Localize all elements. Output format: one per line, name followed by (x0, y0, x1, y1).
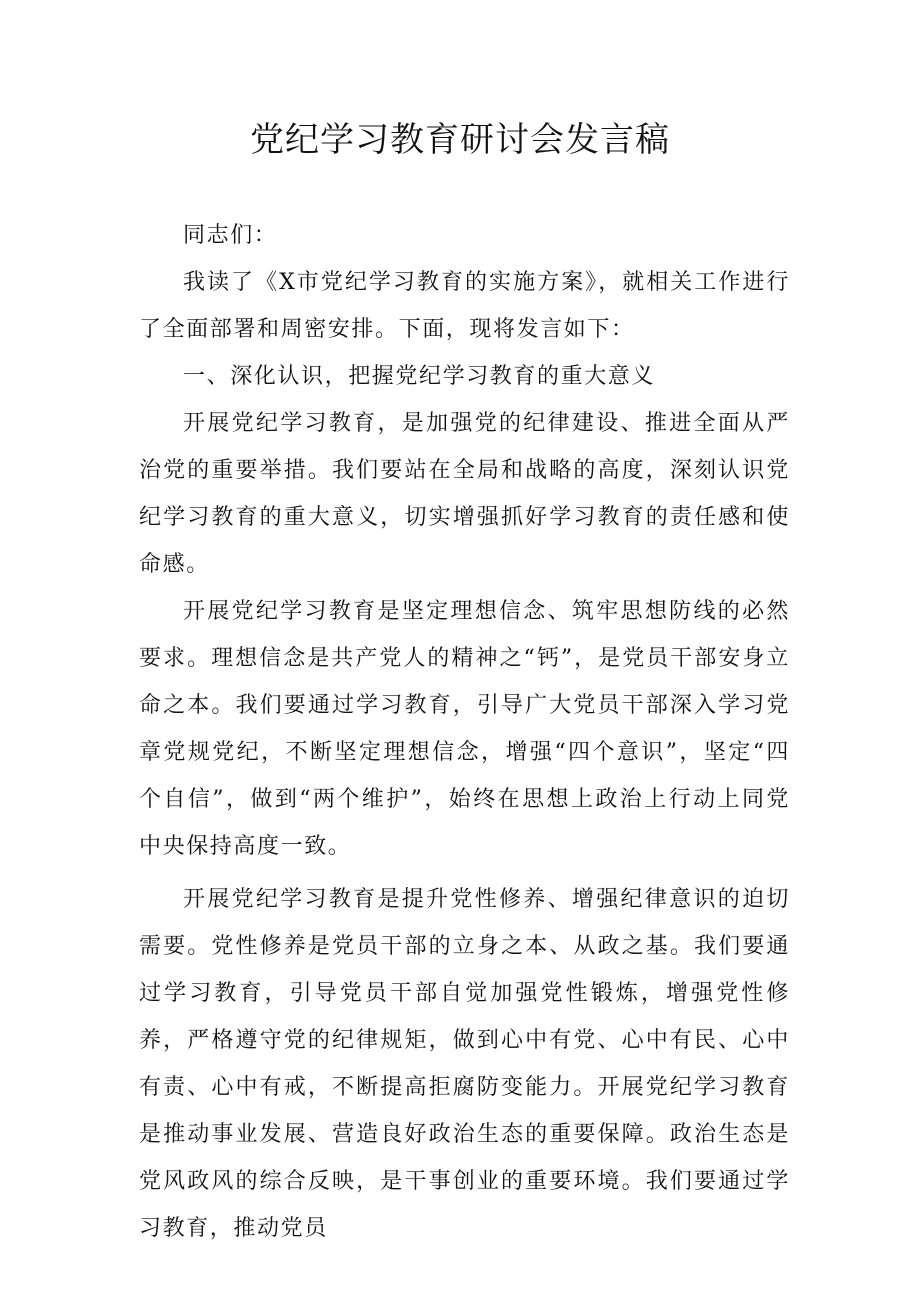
document-title: 党纪学习教育研讨会发言稿 (250, 120, 670, 160)
paragraph-significance: 开展党纪学习教育，是加强党的纪律建设、推进全面从严治党的重要举措。我们要站在全局和战略的高度，深刻认识党纪学习教育的重大意义，切实增强抓好学习教育的责任感和使命感。 (139, 411, 790, 577)
document-body (139, 212, 790, 1252)
paragraph-ideals: 开展党纪学习教育是坚定理想信念、筑牢思想防线的必然要求。理想信念是共产党人的精神之“钙”，是党员干部安身立命之本。我们要通过学习教育，引导广大党员干部深入学习党章党规党纪，不断坚定理想信念，增强“四个意识”，坚定“四个自信”，做到“两个维护”，始终在思想上政治上行动上同党中央保持高度一致。 (139, 599, 790, 859)
paragraph-party-spirit: 开展党纪学习教育是提升党性修养、增强纪律意识的迫切需要。党性修养是党员干部的立身之本、从政之基。我们要通过学习教育，引导党员干部自觉加强党性锻炼，增强党性修养，严格遵守党的纪律规矩，做到心中有党、心中有民、心中有责、心中有戒，不断提高拒腐防变能力。开展党纪学习教育是推动事业发展、营造良好政治生态的重要保障。政治生态是党风政风的综合反映，是干事创业的重要环境。我们要通过学习教育，推动党员 (139, 887, 790, 1241)
section-heading: 一、深化认识，把握党纪学习教育的重大意义 (183, 364, 656, 389)
salutation: 同志们： (183, 223, 278, 248)
paragraph-intro: 我读了《X市党纪学习教育的实施方案》，就相关工作进行了全面部署和周密安排。下面，现将发言如下： (139, 270, 790, 342)
